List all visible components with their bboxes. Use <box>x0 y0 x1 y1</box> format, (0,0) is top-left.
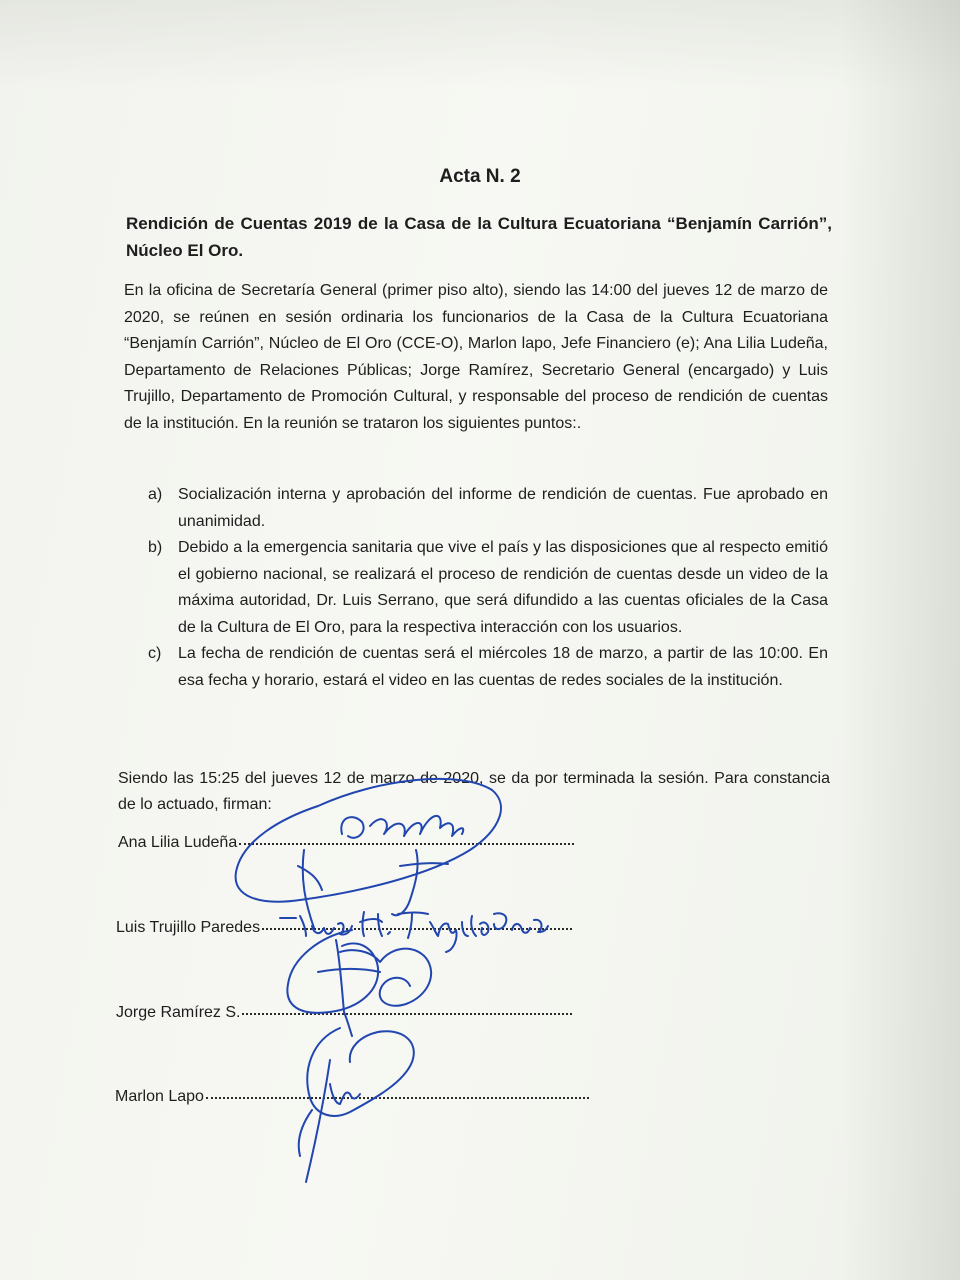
signature-line-lapo <box>115 1088 589 1106</box>
page-shadow-top <box>0 0 960 90</box>
list-item <box>148 535 828 641</box>
page-shadow-right <box>840 0 960 1280</box>
dotted-line <box>239 842 574 845</box>
dotted-line <box>262 927 572 930</box>
signature-line-trujillo <box>116 919 572 937</box>
list-marker: b) <box>148 539 163 556</box>
document-subtitle: Rendición de Cuentas 2019 de la Casa de la Cultura Ecuatoriana “Benjamín Carrión”, Núcleo El Oro. <box>126 214 832 260</box>
list-item <box>148 641 828 694</box>
signatory-name: Marlon Lapo <box>115 1088 204 1105</box>
signatory-name: Ana Lilia Ludeña <box>118 834 238 851</box>
list-item-text: La fecha de rendición de cuentas será el miércoles 18 de marzo, a partir de las 10:00. En esa fecha y horario, estará el video en las cuentas de redes sociales de la institución. <box>178 645 828 689</box>
signature-line-ramirez <box>116 1004 572 1022</box>
signatory-name: Jorge Ramírez S. <box>116 1004 241 1021</box>
list-item-text: Debido a la emergencia sanitaria que vive el país y las disposiciones que al respecto emitió el gobierno nacional, se realizará el proceso de rendición de cuentas desde un video de la máxima autoridad, Dr. Luis Serrano, que será difundido a las cuentas oficiales de la Casa de la Cultura de El Oro, para la respectiva interacción con los usuarios. <box>178 539 828 636</box>
signature-line-ludena <box>118 834 574 852</box>
closing-paragraph: Siendo las 15:25 del jueves 12 de marzo de 2020, se da por terminada la sesión. Para constancia de lo actuado, firman: <box>118 770 830 813</box>
points-list <box>148 482 828 694</box>
list-marker: a) <box>148 486 163 503</box>
document-title: Acta N. 2 <box>439 166 521 187</box>
list-item-text: Socialización interna y aprobación del informe de rendición de cuentas. Fue aprobado en unanimidad. <box>178 486 828 530</box>
intro-paragraph: En la oficina de Secretaría General (primer piso alto), siendo las 14:00 del jueves 12 de marzo de 2020, se reúnen en sesión ordinaria los funcionarios de la Casa de la Cultura Ecuatoriana “Benjamín Carrión”, Núcleo de El Oro (CCE-O), Marlon lapo, Jefe Financiero (e); Ana Lilia Ludeña, Departamento de Relaciones Públicas; Jorge Ramírez, Secretario General (encargado) y Luis Trujillo, Departamento de Promoción Cultural, y responsable del proceso de rendición de cuentas de la institución. En la reunión se trataron los siguientes puntos:. <box>124 282 828 432</box>
list-marker: c) <box>148 645 162 662</box>
signatory-name: Luis Trujillo Paredes <box>116 919 261 936</box>
dotted-line <box>206 1096 589 1099</box>
list-item <box>148 482 828 535</box>
dotted-line <box>242 1012 572 1015</box>
